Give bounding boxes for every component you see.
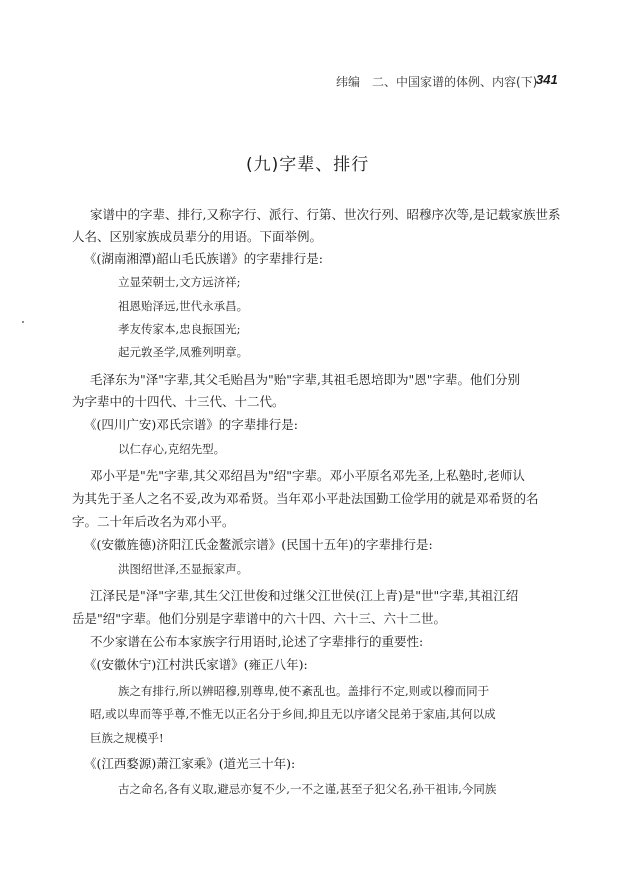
quote-line: 巨族之规模乎! [90,731,164,745]
paragraph-line: 不少家谱在公布本家族字行用语时,论述了字辈排行的重要性: [90,634,424,649]
quote-line: 洪图绍世泽,丕显振家声。 [118,562,249,576]
paragraph-line: 江泽民是"泽"字辈,其生父江世俊和过继父江世侯(江上青)是"世"字辈,其祖江绍 [90,588,519,603]
source-heading: 《(安徽旌德)济阳江氏金鳌派宗谱》(民国十五年)的字辈排行是: [84,537,433,552]
quote-line: 族之有排行,所以辨昭穆,别尊卑,使不紊乱也。盖排行不定,则或以穆而同于 [118,684,490,698]
quote-line: 古之命名,各有义取,避忌亦复不少,一不之谨,甚至子犯父名,孙干祖讳,今同族 [118,782,497,796]
paragraph-line: 家谱中的字辈、排行,又称字行、派行、行第、世次行列、昭穆序次等,是记载家族世系 [90,207,561,222]
source-heading: 《(江西婺源)萧江家乘》(道光三十年): [84,756,296,771]
quote-line: 昭,或以卑而等乎尊,不惟无以正名分于乡间,抑且无以序诸父昆弟于家庙,其何以成 [90,707,496,721]
section-title: (九)字辈、排行 [246,155,370,175]
quote-line: 以仁存心,克绍先型。 [118,442,226,456]
source-heading: 《(四川广安)邓氏宗谱》的字辈排行是: [84,417,298,432]
paragraph-line: 毛泽东为"泽"字辈,其父毛贻昌为"贻"字辈,其祖毛恩培即为"恩"字辈。他们分别 [90,372,520,387]
running-header: 纬编 二、中国家谱的体例、内容(下) [336,75,538,89]
paragraph-line: 字。二十年后改名为邓小平。 [72,514,235,529]
margin-speck [22,321,24,323]
quote-line: 孝友传家本,忠良振国光; [118,322,241,336]
paragraph-line: 岳是"绍"字辈。他们分别是字辈谱中的六十四、六十三、六十二世。 [72,611,447,626]
source-heading: 《(安徽休宁)江村洪氏家谱》(雍正八年): [84,657,308,672]
paragraph-line: 为字辈中的十四代、十三代、十二代。 [72,394,285,409]
source-heading: 《(湖南湘潭)韶山毛氏族谱》的字辈排行是: [84,251,323,266]
paragraph-line: 人名、区别家族成员辈分的用语。下面举例。 [72,229,323,244]
paragraph-line: 为其先于圣人之名不妥,改为邓希贤。当年邓小平赴法国勤工俭学用的就是邓希贤的名 [72,491,539,506]
paragraph-line: 邓小平是"先"字辈,其父邓绍昌为"绍"字辈。邓小平原名邓先圣,上私塾时,老师认 [90,468,525,483]
quote-line: 立显荣朝士,文方远济祥; [118,275,241,289]
quote-line: 祖恩贻泽远,世代永承昌。 [118,299,249,313]
quote-line: 起元敦圣学,凤雅列明章。 [118,345,249,359]
page-number: 341 [536,72,558,87]
